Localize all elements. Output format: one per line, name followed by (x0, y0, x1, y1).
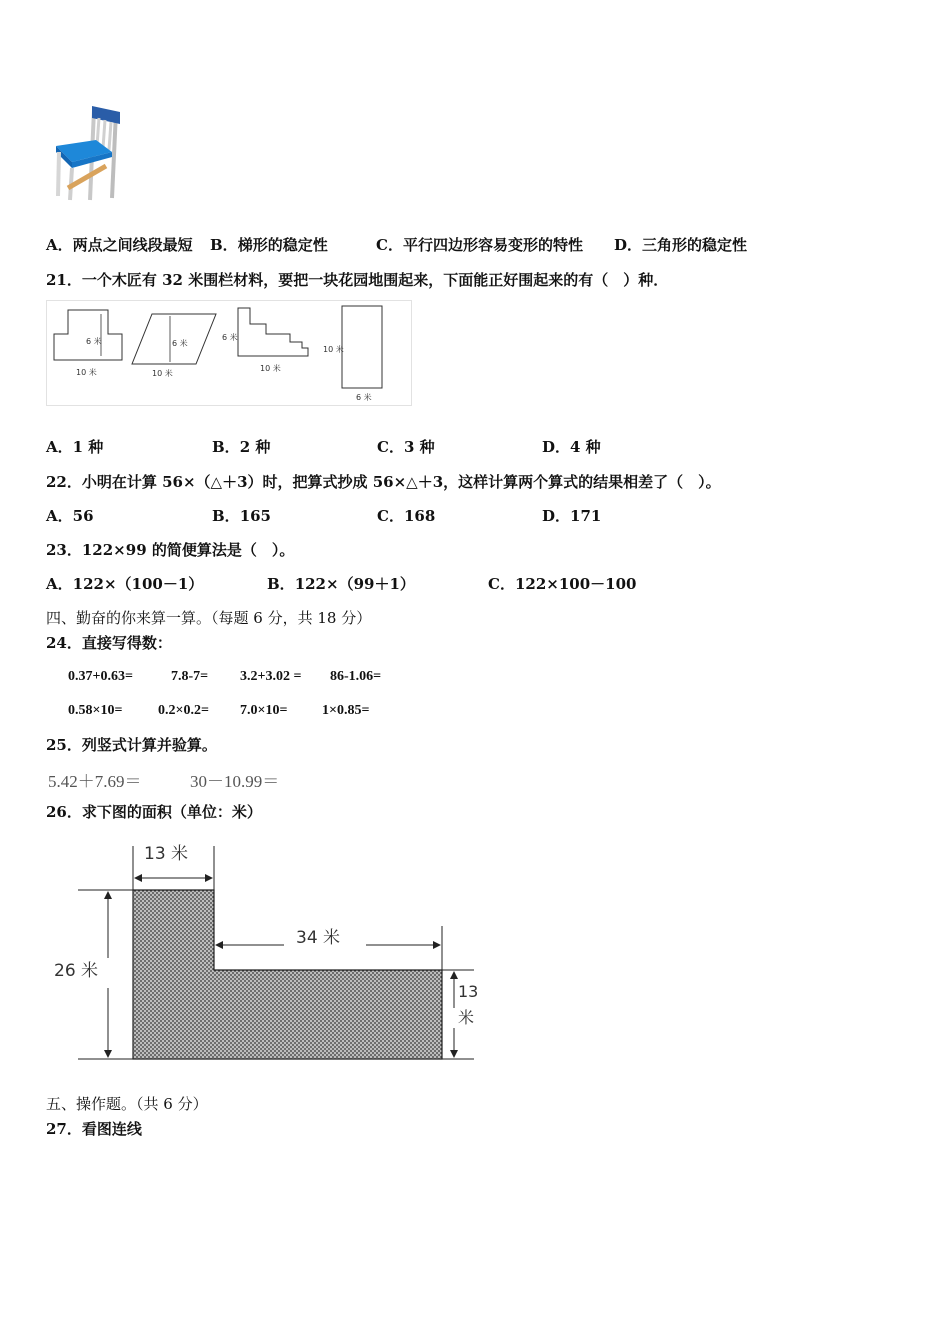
q21-s4-w: 6 米 (356, 393, 372, 402)
q26-label-middle: 34 米 (296, 928, 341, 948)
section-5-title: 五、操作题。（共 6 分） (46, 1095, 208, 1113)
q24-r2-c4: 1×0.85= (322, 703, 370, 718)
q22-option-d[interactable]: D．171 (542, 507, 602, 525)
q21-shape-3 (238, 308, 308, 356)
q21-s3-h: 6 米 (222, 333, 238, 342)
q22-stem: 22．小明在计算 56×（△＋3）时，把算式抄成 56×△＋3，这样计算两个算式的结果相差了（ ）。 (46, 473, 721, 491)
q24-r1-c2: 7.8-7= (171, 669, 209, 684)
q20-option-b[interactable]: B．梯形的稳定性 (210, 236, 328, 254)
q21-s1-h: 6 米 (86, 337, 102, 346)
q23-stem: 23．122×99 的简便算法是（ ）。 (46, 541, 295, 559)
q24-r1-c1: 0.37+0.63= (68, 669, 133, 684)
q22-option-b[interactable]: B．165 (212, 507, 271, 525)
q21-s4-h: 10 米 (323, 345, 344, 354)
chair-image (50, 100, 130, 204)
q26-label-top: 13 米 (144, 844, 189, 864)
q21-s3-w: 10 米 (260, 364, 281, 373)
q21-option-d[interactable]: D．4 种 (542, 438, 601, 456)
q22-option-a[interactable]: A．56 (46, 507, 94, 525)
q20-option-a[interactable]: A．两点之间线段最短 (46, 236, 193, 254)
q21-option-a[interactable]: A．1 种 (46, 438, 104, 456)
q23-option-b[interactable]: B．122×（99＋1） (267, 575, 415, 593)
q25-item-2: 30－10.99＝ (190, 772, 280, 791)
q21-s2-h: 6 米 (172, 339, 188, 348)
q21-option-b[interactable]: B．2 种 (212, 438, 271, 456)
q25-item-1: 5.42＋7.69＝ (48, 772, 142, 791)
q24-r2-c3: 7.0×10= (240, 703, 288, 718)
q21-shapes-figure (46, 300, 412, 406)
q23-option-a[interactable]: A．122×（100－1） (46, 575, 204, 593)
q20-option-d[interactable]: D．三角形的稳定性 (614, 236, 748, 254)
section-4-title: 四、勤奋的你来算一算。（每题 6 分，共 18 分） (46, 609, 372, 627)
q26-l-shape (133, 890, 442, 1059)
q21-shape-1 (54, 310, 122, 360)
q21-s1-w: 10 米 (76, 368, 97, 377)
q27-stem: 27．看图连线 (46, 1120, 142, 1138)
q24-r2-c1: 0.58×10= (68, 703, 123, 718)
q21-s2-w: 10 米 (152, 369, 173, 378)
q22-option-c[interactable]: C．168 (377, 507, 436, 525)
q20-option-c[interactable]: C．平行四边形容易变形的特性 (376, 236, 583, 254)
q26-l-shape-figure (46, 838, 486, 1068)
q23-option-c[interactable]: C．122×100－100 (488, 575, 637, 593)
q26-stem: 26．求下图的面积（单位：米） (46, 803, 262, 821)
q21-option-c[interactable]: C．3 种 (377, 438, 435, 456)
q24-stem: 24．直接写得数： (46, 634, 172, 652)
q26-label-left: 26 米 (54, 961, 99, 981)
q26-label-right-num: 13 (458, 982, 479, 1001)
q25-stem: 25．列竖式计算并验算。 (46, 736, 217, 754)
q21-shape-4 (342, 306, 382, 388)
q21-stem: 21．一个木匠有 32 米围栏材料，要把一块花园地围起来，下面能正好围起来的有（ ）种． (46, 271, 669, 289)
q24-r1-c4: 86-1.06= (330, 669, 382, 684)
q24-r2-c2: 0.2×0.2= (158, 703, 209, 718)
q26-label-right-unit: 米 (458, 1008, 475, 1027)
q24-r1-c3: 3.2+3.02 = (240, 669, 302, 684)
